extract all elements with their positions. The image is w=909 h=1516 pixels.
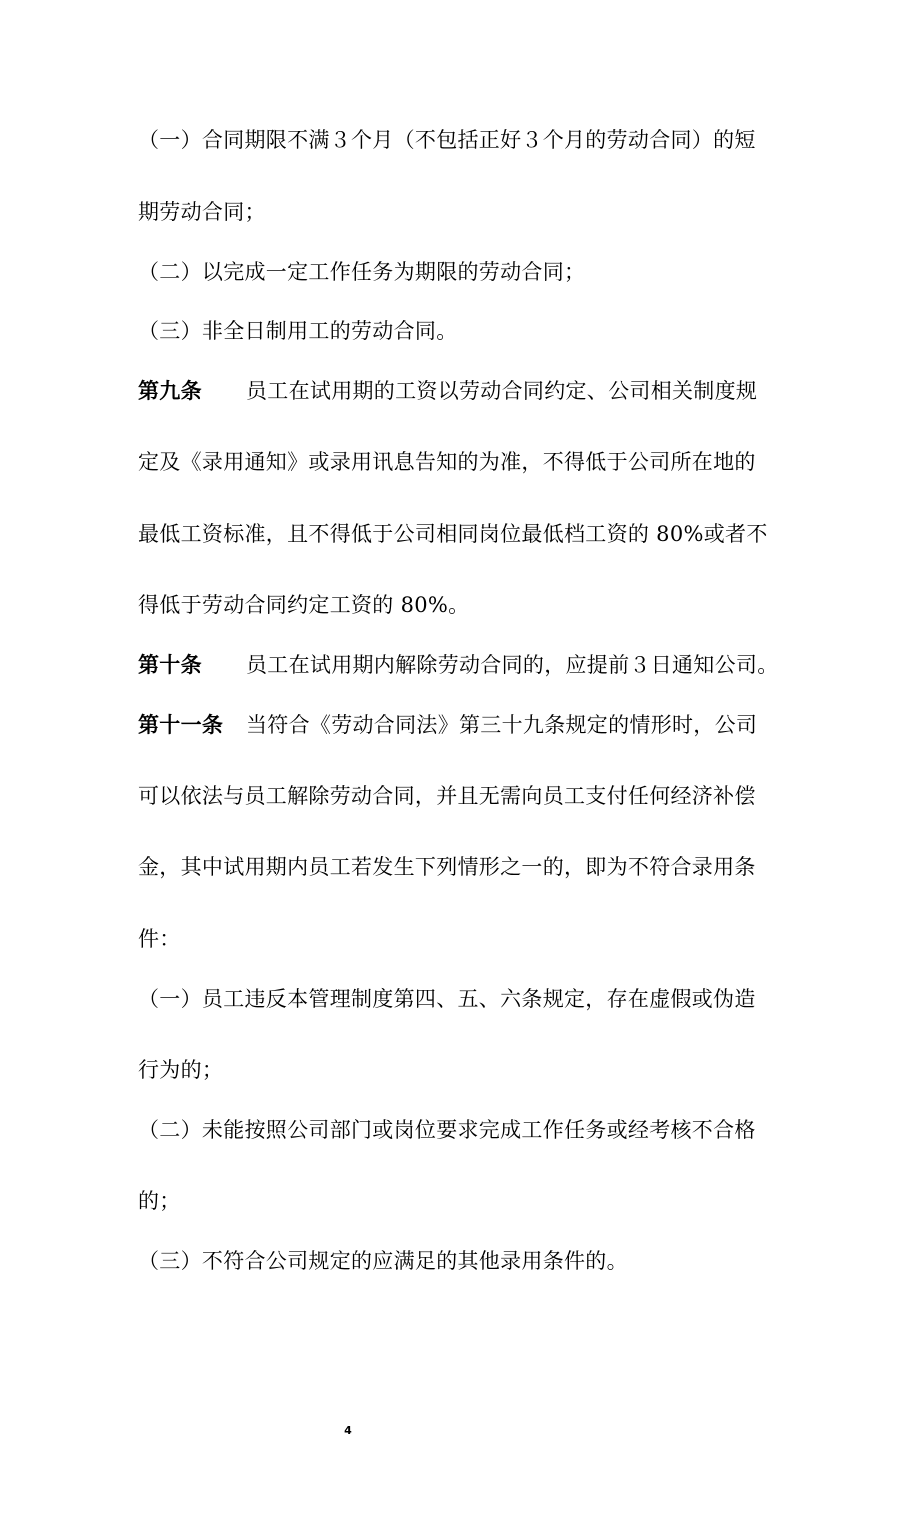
line-text: （一）合同期限不满３个月（不包括正好３个月的劳动合同）的短 <box>138 128 756 152</box>
article-heading: 第九条 <box>138 379 202 403</box>
article-heading: 第十一条 <box>138 713 224 737</box>
page-number: 4 <box>344 1424 352 1437</box>
line-text: 员工在试用期内解除劳动合同的，应提前３日通知公司。 <box>246 653 779 677</box>
text-line <box>138 590 778 620</box>
line-text: 得低于劳动合同约定工资的 80%。 <box>138 593 470 617</box>
line-text: 当符合《劳动合同法》第三十九条规定的情形时，公司 <box>246 713 758 737</box>
line-text: 可以依法与员工解除劳动合同，并且无需向员工支付任何经济补偿 <box>138 784 756 808</box>
line-text: 员工在试用期的工资以劳动合同约定、公司相关制度规 <box>246 379 758 403</box>
text-line <box>138 519 778 549</box>
text-line <box>138 984 778 1014</box>
line-text: （二）未能按照公司部门或岗位要求完成工作任务或经考核不合格 <box>138 1118 756 1142</box>
text-line <box>138 924 778 954</box>
text-line <box>138 1055 778 1085</box>
article-heading: 第十条 <box>138 653 202 677</box>
line-text: 期劳动合同； <box>138 200 266 224</box>
line-text: 件： <box>138 927 181 951</box>
text-line <box>138 316 778 346</box>
text-line <box>138 781 778 811</box>
line-text: （一）员工违反本管理制度第四、五、六条规定，存在虚假或伪造 <box>138 987 756 1011</box>
line-text: （二）以完成一定工作任务为期限的劳动合同； <box>138 260 586 284</box>
text-line <box>138 197 778 227</box>
line-text: 最低工资标准，且不得低于公司相同岗位最低档工资的 80%或者不 <box>138 522 768 546</box>
text-line <box>138 447 778 477</box>
text-line <box>138 125 778 155</box>
line-text: 定及《录用通知》或录用讯息告知的为准，不得低于公司所在地的 <box>138 450 756 474</box>
text-line <box>138 852 778 882</box>
line-text: （三）非全日制用工的劳动合同。 <box>138 319 458 343</box>
text-line <box>138 1115 778 1145</box>
line-text: 行为的； <box>138 1058 224 1082</box>
line-text: 的； <box>138 1189 181 1213</box>
text-line <box>138 1186 778 1216</box>
line-text: 金，其中试用期内员工若发生下列情形之一的，即为不符合录用条 <box>138 855 756 879</box>
article-10 <box>138 650 778 680</box>
article-11 <box>138 710 778 740</box>
line-text: （三）不符合公司规定的应满足的其他录用条件的。 <box>138 1249 628 1273</box>
text-line <box>138 257 778 287</box>
article-9 <box>138 376 778 406</box>
text-line <box>138 1246 778 1276</box>
